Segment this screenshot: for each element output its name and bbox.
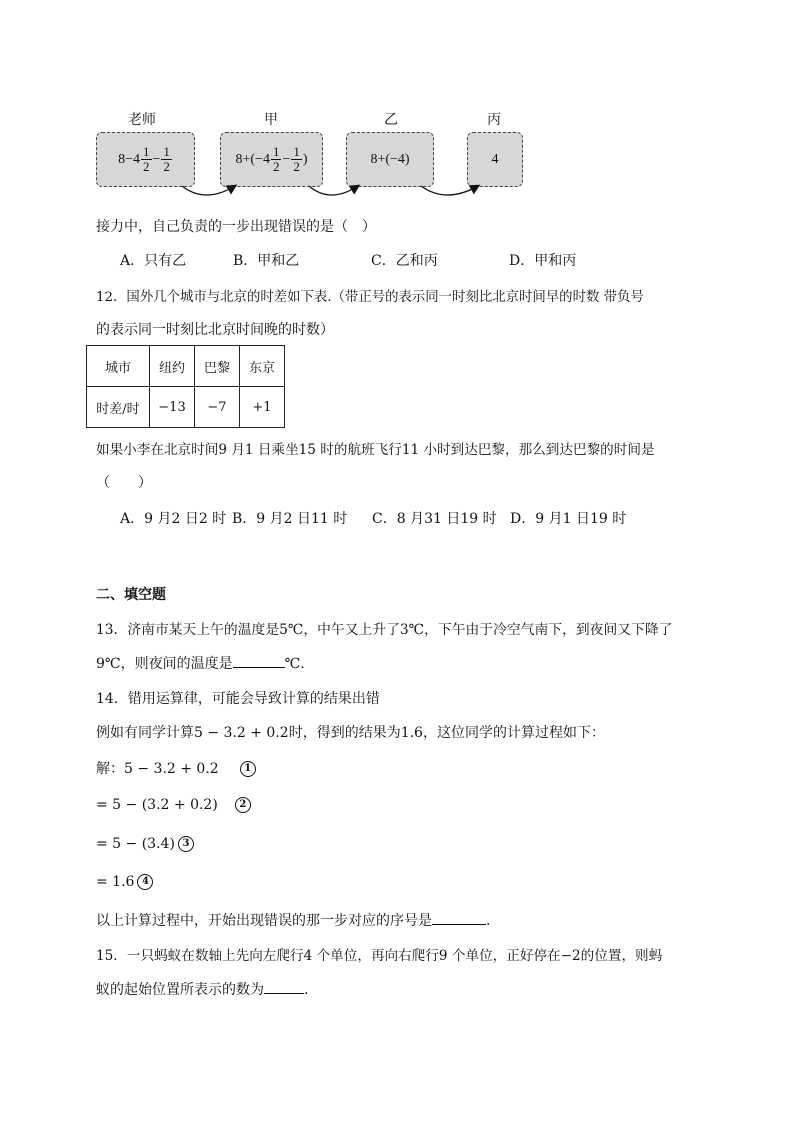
q15-line2-text: 蚁的起始位置所表示的数为 [96,982,264,998]
q11-option-d: D．甲和丙 [509,253,577,269]
q15-line2-end: . [304,982,309,998]
table-header-cell: 城市 [87,346,150,387]
q13-answer-blank[interactable] [233,667,285,668]
q11-option-a: A．只有乙 [120,253,187,269]
jia-expr-minus: − [282,151,291,167]
q11-stem: 接力中，自己负责的一步出现错误的是（ ） [96,219,376,235]
arrow-yi-to-bing [421,186,478,195]
fraction-numerator: 1 [143,144,150,160]
q13-line1: 13．济南市某天上午的温度是5℃，中午又上升了3℃，下午由于冷空气南下，到夜间又下降了 [96,622,673,638]
table-header-cell: 巴黎 [195,346,240,387]
table-cell: −7 [195,387,240,428]
q14-step-1 [96,758,256,778]
fraction-numerator: 1 [272,144,280,160]
table-header-cell: 东京 [240,346,285,387]
yi-expr: 8+(−4) [370,151,410,167]
arrow-teacher-to-jia [182,186,235,195]
section-title: 二、填空题 [96,587,166,603]
q14-line1: 14．错用运算律，可能会导致计算的结果出错 [96,691,380,707]
q15-answer-blank[interactable] [264,993,304,994]
q14-line2: 例如有同学计算5 − 3.2 + 0.2时，得到的结果为1.6，这位同学的计算过程如下： [96,725,605,741]
q14-step-text: = 5 − (3.2 + 0.2) [96,797,218,813]
q14-conclusion-text: 以上计算过程中，开始出现错误的那一步对应的序号是 [96,913,432,929]
table-cell: −13 [150,387,195,428]
q13-line2-unit: ℃. [284,656,305,672]
table-row [87,346,285,387]
q12-option-d: D．9 月1 日19 时 [510,511,627,527]
table-row [87,387,285,428]
table-header-cell: 纽约 [150,346,195,387]
flow-label-teacher: 老师 [128,112,156,128]
q12-option-c: C．8 月31 日19 时 [372,511,497,527]
fraction-denominator: 2 [143,159,150,174]
q13-line2-text: 9℃，则夜间的温度是 [96,656,233,672]
fraction-denominator: 2 [163,159,170,174]
q14-conclusion-end: . [486,913,491,929]
bing-expr: 4 [491,151,499,167]
q13-line2 [96,653,305,673]
q12-line1: 12．国外几个城市与北京的时差如下表.（带正号的表示同一时刻比北京时间早的时数 带负号 [96,290,644,305]
q11-option-c: C．乙和丙 [371,253,438,269]
table-cell: 时差/时 [87,387,150,428]
fraction-numerator: 1 [293,144,300,160]
circled-number: 4 [137,874,153,890]
circled-number: 2 [235,797,251,813]
fraction-numerator: 1 [163,144,170,160]
q15-line2 [96,979,308,999]
teacher-expr-minus: − [152,151,161,167]
jia-expr-a: 8+(−4 [235,151,270,167]
flow-label-bing: 丙 [487,112,501,128]
arrow-jia-to-yi [309,186,358,195]
q14-answer-blank[interactable] [432,924,486,925]
fraction-denominator: 2 [272,159,280,174]
q12-line4: （ ） [96,475,152,491]
time-difference-table [86,345,285,428]
q12-line3: 如果小李在北京时间9 月1 日乘坐15 时的航班飞行11 小时到达巴黎，那么到达巴黎的时间是 [96,442,655,458]
circled-number: 3 [178,836,194,852]
q14-conclusion [96,910,490,930]
jia-expr-close: ) [302,151,308,167]
q14-step-3 [96,836,194,852]
q11-option-b: B．甲和乙 [233,253,300,269]
q14-step-text: 解：5 − 3.2 + 0.2 [96,761,219,777]
q12-line2: 的表示同一时刻比北京时间晚的时数） [96,322,334,338]
fraction-denominator: 2 [293,159,300,174]
flow-label-jia: 甲 [264,112,278,128]
flow-label-yi: 乙 [384,112,398,128]
teacher-expr-a: 8−4 [118,151,140,167]
q14-step-text: = 1.6 [96,874,135,890]
table-cell: +1 [240,387,285,428]
q12-option-a: A．9 月2 日2 时 [120,511,227,527]
q14-step-4 [96,874,153,890]
q12-option-b: B．9 月2 日11 时 [232,511,348,527]
q14-step-2 [96,797,251,813]
flow-arrows [0,0,794,220]
circled-number: 1 [240,761,256,777]
q15-line1: 15．一只蚂蚁在数轴上先向左爬行4 个单位，再向右爬行9 个单位，正好停在−2的位置，则蚂 [96,948,663,964]
q14-step-text: = 5 − (3.4) [96,836,175,852]
